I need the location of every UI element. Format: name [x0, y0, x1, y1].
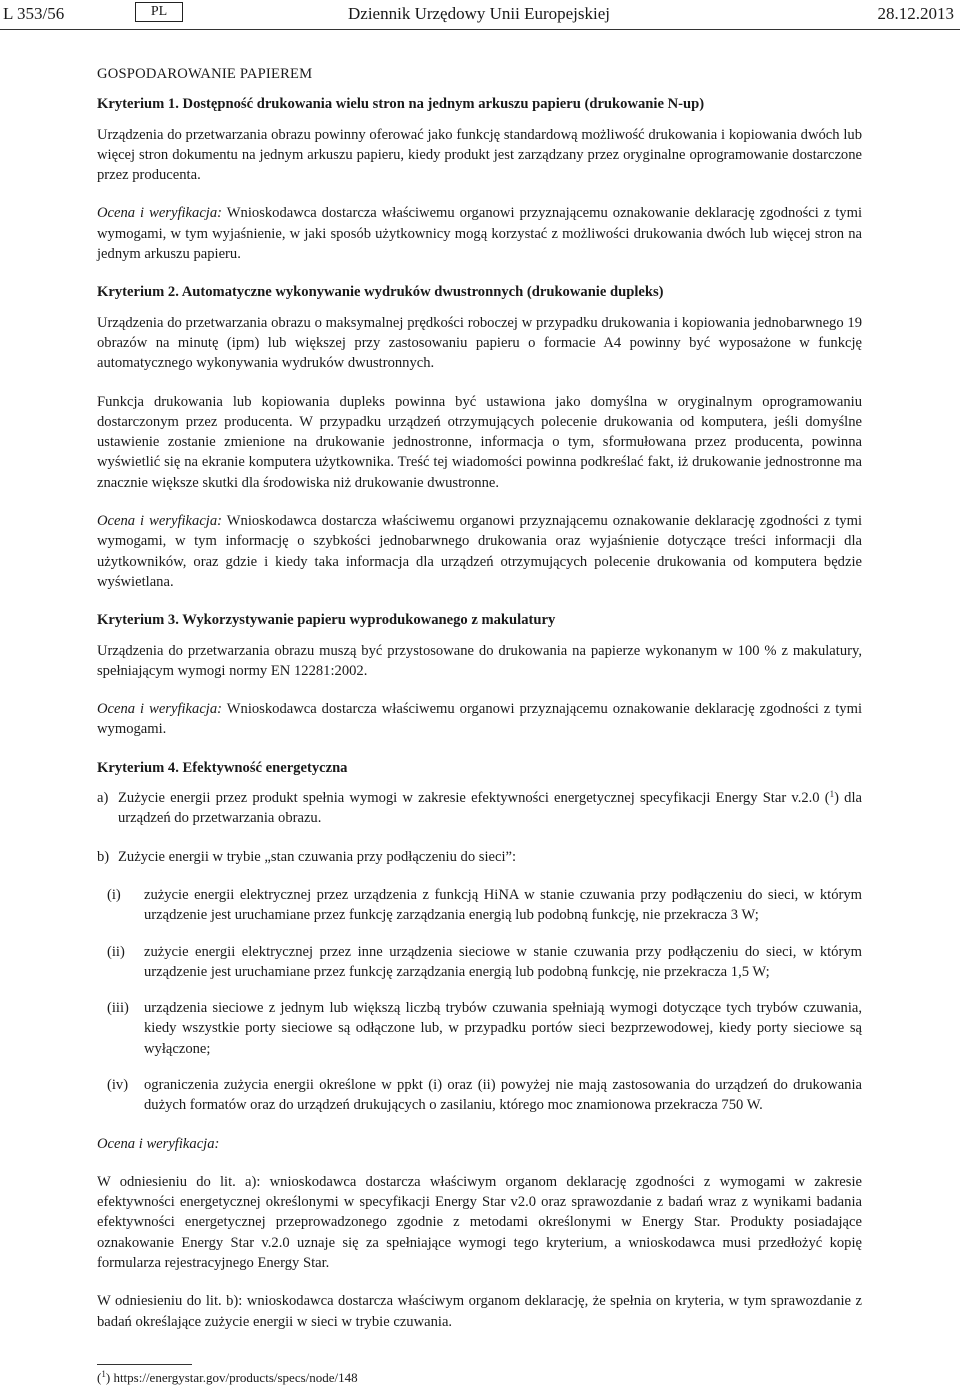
- criterion-4-label: Kryterium 4.: [97, 759, 179, 776]
- point-b-label: b): [97, 848, 110, 865]
- point-b: [97, 847, 862, 867]
- assessment-label: Ocena i weryfikacja:: [97, 205, 223, 222]
- subpoint-text: zużycie energii elektrycznej przez inne urządzenia sieciowe w stanie czuwania przy podłączeniu do sieci, w którym urządzenie jest uruchamiane przez funkcję zarządzania energią lub podobną funkcję, nie przekracza 1,5 W;: [144, 943, 862, 980]
- subpoint-label: (ii): [107, 943, 125, 960]
- publication-date: 28.12.2013: [877, 4, 954, 23]
- header-divider: [0, 29, 960, 30]
- criterion-3-text: Urządzenia do przetwarzania obrazu muszą być przystosowane do drukowania na papierze wykonanym w 100 % z makulatury, spełniającym wymogi normy EN 12281:2002.: [97, 642, 862, 679]
- document-body: [97, 64, 862, 1332]
- subpoint-iv: [97, 1075, 862, 1116]
- section-heading: GOSPODAROWANIE PAPIEREM: [97, 66, 313, 82]
- criterion-4-heading: [97, 758, 862, 778]
- criterion-4-assessment-a: W odniesieniu do lit. a): wnioskodawca dostarcza właściwym organom deklarację zgodności z wymogami w zakresie efektywności energetycznej określonymi w specyfikacji Energy Star v2.0 oraz sprawozdanie z badań wraz z wynikami badania efektywności energetycznej przeprowadzonego zgodnie z metodami określonymi w Energy Star. Produkty posiadające oznakowanie Energy Star v.2.0 uznaje się za spełniające wymogi tego kryterium, a wnioskodawca musi przedłożyć kopię formularza rejestracyjnego Energy Star.: [97, 1173, 862, 1272]
- criterion-1-title: Dostępność drukowania wielu stron na jednym arkuszu papieru (drukowanie N-up): [182, 96, 705, 113]
- criterion-3-title: Wykorzystywanie papieru wyprodukowanego z makulatury: [182, 612, 556, 629]
- assessment-text: Wnioskodawca dostarcza właściwemu organowi przyznającemu oznakowanie deklarację zgodności z tymi wymogami, w tym informację o szybkości jednobarwnego drukowania oraz wyjaśnienie dotyczące treści informacji dla użytkowników, oraz gdzie i kiedy taka informacja dla urządzeń otrzymujących polecenie drukowania od komputera będzie wyświetlana.: [97, 513, 862, 590]
- page-reference: L 353/56: [3, 4, 65, 23]
- criterion-3-heading: [97, 610, 862, 630]
- criterion-2-heading: [97, 282, 862, 302]
- language-badge: PL: [135, 2, 183, 22]
- assessment-text: Wnioskodawca dostarcza właściwemu organowi przyznającemu oznakowanie deklarację zgodności z tymi wymogami.: [97, 701, 862, 738]
- subpoint-text: zużycie energii elektrycznej przez urządzenia z funkcją HiNA w stanie czuwania przy podłączeniu do sieci, w którym urządzenie jest uruchamiane przez funkcję zarządzania energią lub podobną funkcję, nie przekracza 3 W;: [144, 886, 862, 924]
- criterion-4-assessment-label: Ocena i weryfikacja:: [97, 1135, 220, 1152]
- subpoint-label: (iv): [107, 1076, 129, 1093]
- footnote-url-link[interactable]: https://energystar.gov/products/specs/node/148: [113, 1370, 358, 1385]
- criterion-2-assessment: [97, 511, 862, 592]
- criterion-1-label: Kryterium 1.: [97, 96, 179, 113]
- journal-title: Dziennik Urzędowy Unii Europejskiej: [348, 4, 611, 23]
- footnote-number: 1: [101, 1369, 106, 1379]
- footnote-divider: [97, 1364, 192, 1365]
- footnote-reference[interactable]: 1: [829, 789, 835, 800]
- criterion-2-text-2: Funkcja drukowania lub kopiowania dupleks powinna być ustawiona jako domyślna w oryginalnym oprogramowaniu dostarczonym przez producenta. W przypadku urządzeń otrzymujących polecenie drukowania od komputera, jeśli domyślne ustawienie zostanie zmienione na drukowanie jednostronne, informacja o tym, sformułowana przez producenta, powinna wyświetlić się na ekranie komputera użytkownika. Treść tej wiadomości powinna podkreślać fakt, iż drukowanie jednostronne ma znacznie większe skutki dla środowiska niż drukowanie dwustronne.: [97, 393, 862, 491]
- point-b-text: Zużycie energii w trybie „stan czuwania przy podłączeniu do sieci”:: [118, 848, 517, 865]
- criterion-1-assessment: [97, 203, 862, 264]
- point-a-text: [118, 788, 862, 829]
- subpoint-label: (iii): [107, 1000, 129, 1017]
- page-header: [0, 2, 960, 26]
- point-a-label: a): [97, 790, 109, 807]
- criterion-1-heading: [97, 94, 862, 114]
- assessment-label: Ocena i weryfikacja:: [97, 701, 223, 718]
- criterion-1-text: Urządzenia do przetwarzania obrazu powinny oferować jako funkcję standardową możliwość drukowania i kopiowania dwóch lub więcej stron dokumentu na jednym arkuszu papieru, kiedy produkt jest zarządzany przez oryginalne oprogramowanie dostarczone przez producenta.: [97, 126, 862, 184]
- point-a-text-start: Zużycie energii przez produkt spełnia wymogi w zakresie efektywności energetycznej specyfikacji Energy Star v.2.0 (: [118, 790, 830, 807]
- footnote: ($^1$) https://energystar.gov/products/specs/node/148: [97, 1369, 358, 1385]
- subpoint-ii: [97, 942, 862, 983]
- point-a: [97, 788, 862, 829]
- subpoint-text: ograniczenia zużycia energii określone w ppkt (i) oraz (ii) powyżej nie mają zastosowania do urządzeń do drukowania dużych formatów oraz do urządzeń drukujących o zasilaniu, którego moc znamionowa przekracza 750 W.: [144, 1076, 862, 1114]
- criterion-4-assessment-b: W odniesieniu do lit. b): wnioskodawca dostarcza właściwym organom deklarację, że spełnia on kryteria, w tym sprawozdanie z badań określające zużycie energii w sieci w trybie czuwania.: [97, 1293, 862, 1330]
- criterion-3-label: Kryterium 3.: [97, 612, 179, 629]
- criterion-2-text-1: Urządzenia do przetwarzania obrazu o maksymalnej prędkości roboczej w przypadku drukowania i kopiowania jednobarwnego 19 obrazów na minutę (ipm) lub większej przy zastosowaniu papieru o formacie A4 powinny być wyposażone w funkcję automatycznego wykonywania wydruków dwustronnych.: [97, 314, 862, 372]
- criterion-2-title: Automatyczne wykonywanie wydruków dwustronnych (drukowanie dupleks): [181, 284, 664, 301]
- subpoint-iii: [97, 998, 862, 1059]
- subpoint-label: (i): [107, 886, 121, 903]
- assessment-label: Ocena i weryfikacja:: [97, 513, 223, 530]
- criterion-2-label: Kryterium 2.: [97, 284, 179, 301]
- criterion-4-title: Efektywność energetyczna: [182, 759, 348, 776]
- assessment-text: Wnioskodawca dostarcza właściwemu organowi przyznającemu oznakowanie deklarację zgodności z tymi wymogami, w tym wyjaśnienie, w jaki sposób użytkownicy mogą korzystać z możliwości drukowania dwóch lub więcej stron na jednym arkuszu papieru.: [97, 205, 862, 263]
- point-a-text-end: ) dla urządzeń do przetwarzania obrazu.: [118, 790, 862, 827]
- subpoint-i: [97, 885, 862, 926]
- subpoint-text: urządzenia sieciowe z jednym lub większą liczbą trybów czuwania spełniają wymogi dotyczące tych trybów czuwania, kiedy wszystkie porty sieciowe są odłączone lub, w przypadku portów sieci bezprzewodowej, kiedy porty sieciowe są wyłączone;: [144, 1000, 862, 1057]
- criterion-3-assessment: [97, 699, 862, 740]
